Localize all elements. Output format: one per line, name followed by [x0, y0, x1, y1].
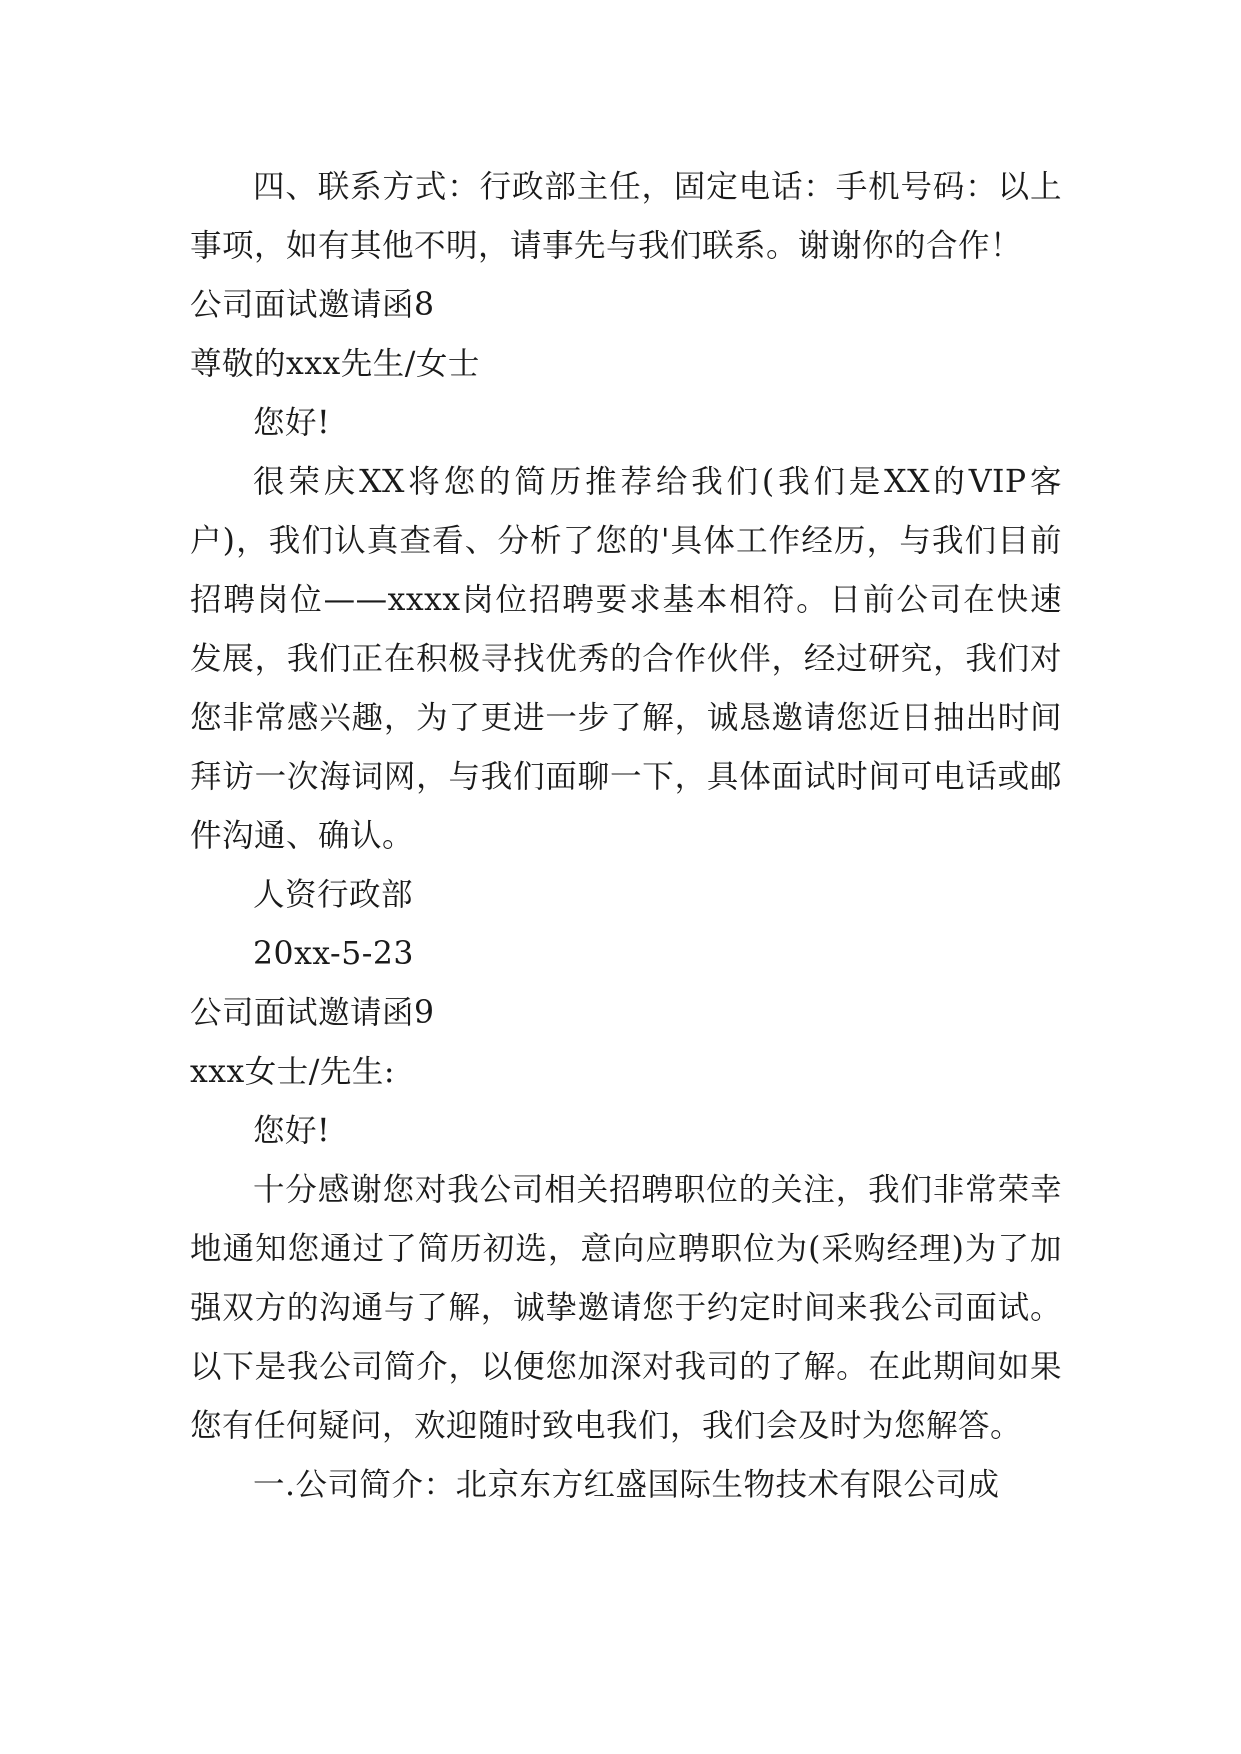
letter-8-signature: 人资行政部 — [253, 877, 414, 913]
letter-9-salutation: xxx女士/先生: — [190, 1054, 396, 1090]
letter-8-greeting: 您好! — [253, 405, 331, 441]
contact-paragraph: 四、联系方式：行政部主任，固定电话：手机号码：以上事项，如有其他不明，请事先与我们联系。谢谢你的合作！ — [190, 169, 1062, 264]
letter-9-section-1: 一.公司简介：北京东方红盛国际生物技术有限公司成 — [253, 1467, 1000, 1503]
letter-8-title: 公司面试邀请函8 — [190, 287, 435, 323]
document-body — [190, 158, 1062, 1515]
letter-8-body: 很荣庆XX将您的简历推荐给我们(我们是XX的VIP客户)，我们认真查看、分析了您的'具体工作经历，与我们目前招聘岗位——xxxx岗位招聘要求基本相符。日前公司在快速发展，我们正在积极寻找优秀的合作伙伴，经过研究，我们对您非常感兴趣，为了更进一步了解，诚恳邀请您近日抽出时间拜访一次海词网，与我们面聊一下，具体面试时间可电话或邮件沟通、确认。 — [190, 464, 1062, 854]
letter-9-title: 公司面试邀请函9 — [190, 995, 435, 1031]
letter-8-salutation: 尊敬的xxx先生/女士 — [190, 346, 480, 382]
letter-9-greeting: 您好! — [253, 1113, 331, 1149]
letter-9-body: 十分感谢您对我公司相关招聘职位的关注，我们非常荣幸地通知您通过了简历初选，意向应聘职位为(采购经理)为了加强双方的沟通与了解，诚挚邀请您于约定时间来我公司面试。以下是我公司简介，以便您加深对我司的了解。在此期间如果您有任何疑问，欢迎随时致电我们，我们会及时为您解答。 — [190, 1172, 1062, 1444]
letter-8-date: 20xx-5-23 — [253, 936, 414, 972]
